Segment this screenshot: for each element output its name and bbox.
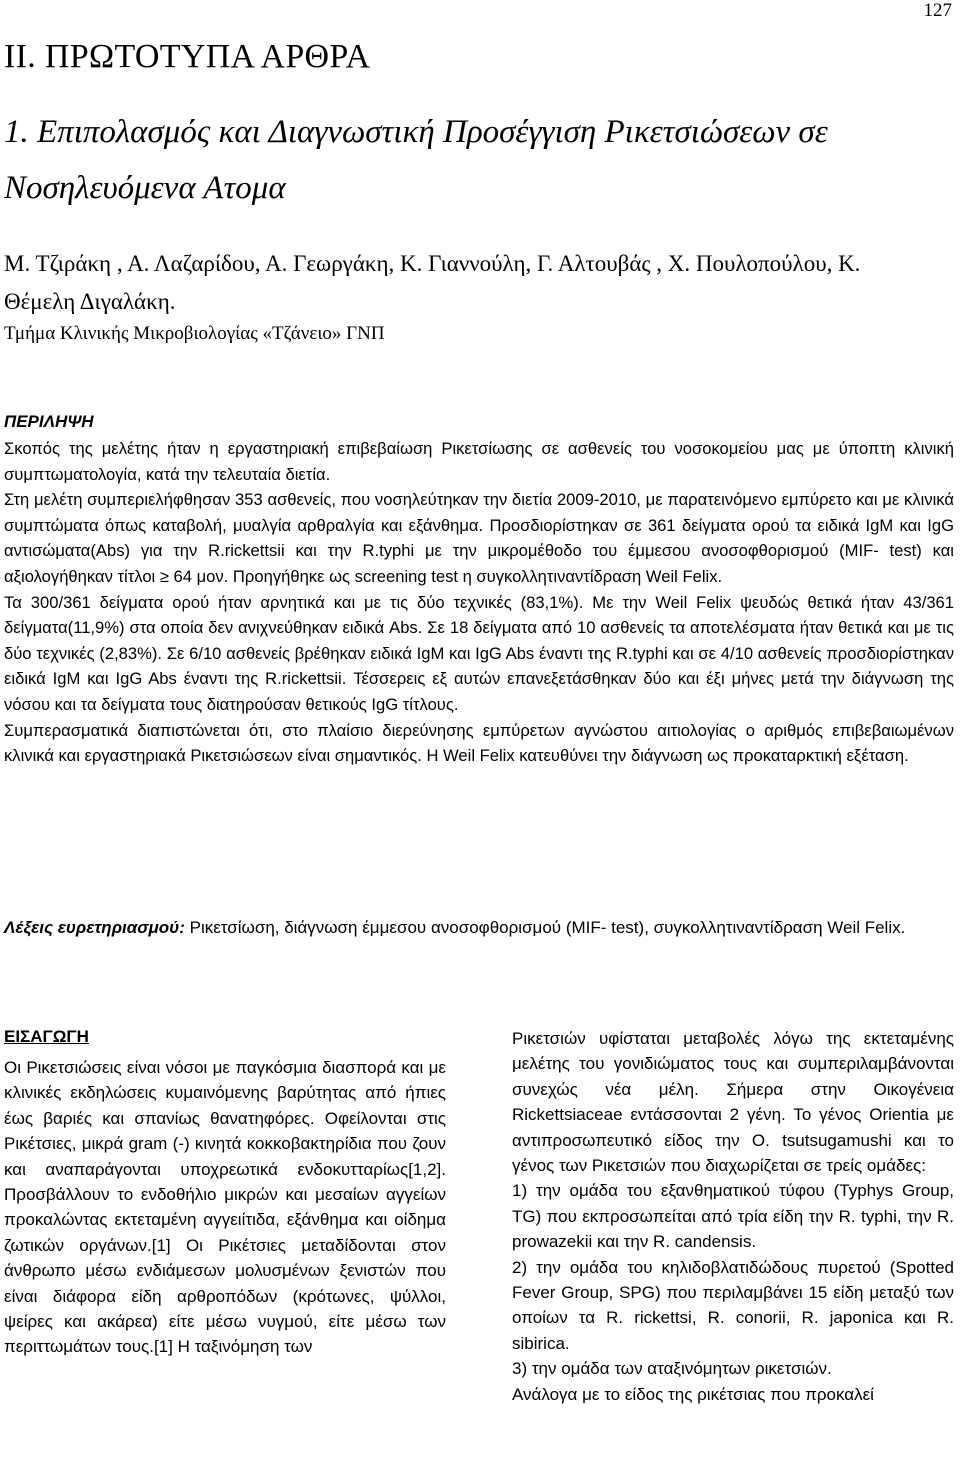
abstract-results: Τα 300/361 δείγματα ορού ήταν αρνητικά και με τις δύο τεχνικές (83,1%). Με την Weil Felix ψευδώς θετικά ήταν 43/361 δείγματα(11,9%) στα οποία δεν ανιχνεύθηκαν ειδικά Abs. Σε 18 δείγματα από 10 ασθενείς τα αποτελέσματα ήταν θετικά και με τις δύο τεχνικές (2,83%). Σε 6/10 ασθενείς βρέθηκαν ειδικά IgM και IgG Abs έναντι της R.typhi και σε 4/10 ασθενείς προσδιορίστηκαν ειδικά IgM και IgG Abs έναντι της R.rickettsii. Τέσσερεις εξ αυτών επανεξετάσθηκαν δύο και έξι μήνες μετά την διάγνωση της νόσου και τα δείγματα τους διατηρούσαν θετικούς IgG τίτλους. [4, 592, 954, 714]
abstract [4, 436, 954, 769]
keywords-text: Ρικετσίωση, διάγνωση έμμεσου ανοσοφθορισμού (MIF- test), συγκολλητιναντίδραση Weil Felix. [184, 918, 906, 937]
authors: Μ. Τζιράκη , Α. Λαζαρίδου, Α. Γεωργάκη, Κ. Γιαννούλη, Γ. Αλτουβάς , Χ. Πουλοπούλου, Κ. Θέμελη Διγαλάκη. [4, 251, 861, 314]
intro-right-p2: 1) την ομάδα του εξανθηματικού τύφου (Typhys Group, TG) που εκπροσωπείται από τρία είδη την R. typhi, την R. prowazekii και την R. candensis. [512, 1181, 954, 1252]
section-title: ΙΙ. ΠΡΩΤΟΤΥΠΑ ΑΡΘΡΑ [4, 38, 371, 75]
intro-left-text: Οι Ρικετσιώσεις είναι νόσοι με παγκόσμια διασπορά και με κλινικές εκδηλώσεις κυμαινόμενης βαρύτητας από ήπιες έως βαριές και σπανίως θανατηφόρες. Οφείλονται στις Ρικέτσιες, μικρά gram (-) κινητά κοκκοβακτηρίδια που ζουν και αναπαράγονται υποχρεωτικά ενδοκυτταρίως[1,2]. Προσβάλλουν το ενδοθήλιο μικρών και μεσαίων αγγείων προκαλώντας εκτεταμένη αγγειίτιδα, εξάνθημα και οίδημα ζωτικών οργάνων.[1] Οι Ρικέτσιες μεταδίδονται στον άνθρωπο μέσω ενδιάμεσων μολυσμένων ξενιστών που είναι διάφορα είδη αρθροπόδων (κρότωνες, ψύλλοι, ψείρες και ακάρεα) είτε μέσω νυγμού, είτε μέσω των περιττωμάτων τους.[1] Η ταξινόμηση των [4, 1058, 446, 1357]
article-title: 1. Επιπολασμός και Διαγνωστική Προσέγγιση Ρικετσιώσεων σε Νοσηλευόμενα Ατομα [4, 114, 828, 206]
page-number: 127 [923, 0, 952, 21]
intro-right-p3: 2) την ομάδα του κηλιδοβλατιδώδους πυρετού (Spotted Fever Group, SPG) που περιλαμβάνει 15 είδη μεταξύ των οποίων τα R. rickettsi, R. conorii, R. japonica και R. sibirica. [512, 1257, 954, 1353]
intro-heading: ΕΙΣΑΓΩΓΗ [4, 1027, 89, 1046]
abstract-conclusion: Συμπερασματικά διαπιστώνεται ότι, στο πλαίσιο διερεύνησης εμπύρετων αγνώστου αιτιολογίας ο αριθμός επιβεβαιωμένων κλινικά και εργαστηριακά Ρικετσιώσεων είναι σημαντικός. Η Weil Felix κατευθύνει την διάγνωση ως προκαταρκτική εξέταση. [4, 720, 954, 766]
affiliation: Τμήμα Κλινικής Μικροβιολογίας «Τζάνειο» ΓΝΠ [4, 323, 385, 344]
intro-right-column [512, 1026, 954, 1407]
abstract-heading: ΠΕΡΙΛΗΨΗ [4, 412, 94, 431]
keywords-label: Λέξεις ευρετηριασμού: [4, 918, 185, 937]
keywords [4, 915, 954, 941]
intro-right-p1: Ρικετσιών υφίσταται μεταβολές λόγω της εκτεταμένης μελέτης του γονιδιώματος τους και συμπεριλαμβάνονται συνεχώς νέα μέλη. Σήμερα στην Οικογένεια Rickettsiaceae εντάσσονται 2 γένη. Το γένος Orientia με αντιπροσωπευτικό είδος την O. tsutsugamushi και το γένος των Ρικετσιών που διαχωρίζεται σε τρείς ομάδες: [512, 1029, 954, 1176]
abstract-methods: Στη μελέτη συμπεριελήφθησαν 353 ασθενείς, που νοσηλεύτηκαν την διετία 2009-2010, με παρατεινόμενο εμπύρετο και με κλινικά συμπτώματα όπως καταβολή, μυαλγία αρθραλγία και εξάνθημα. Προσδιορίστηκαν σε 361 δείγματα ορού τα ειδικά IgM και IgG αντισώματα(Abs) για την R.rickettsii και την R.typhi με την μικρομέθοδο του έμμεσου ανοσοφθορισμού (MIF- test) και αξιολογήθηκαν τίτλοι ≥ 64 μον. Προηγήθηκε ως screening test η συγκολλητιναντίδραση Weil Felix. [4, 490, 954, 586]
intro-right-p5: Ανάλογα με το είδος της ρικέτσιας που προκαλεί [512, 1384, 874, 1404]
intro-left-column [4, 1055, 446, 1360]
intro-right-p4: 3) την ομάδα των αταξινόμητων ρικετσιών. [512, 1359, 832, 1379]
abstract-aim: Σκοπός της μελέτης ήταν η εργαστηριακή επιβεβαίωση Ρικετσίωσης σε ασθενείς του νοσοκομείου μας με ύποπτη κλινική συμπτωματολογία, κατά την τελευταία διετία. [4, 439, 954, 484]
